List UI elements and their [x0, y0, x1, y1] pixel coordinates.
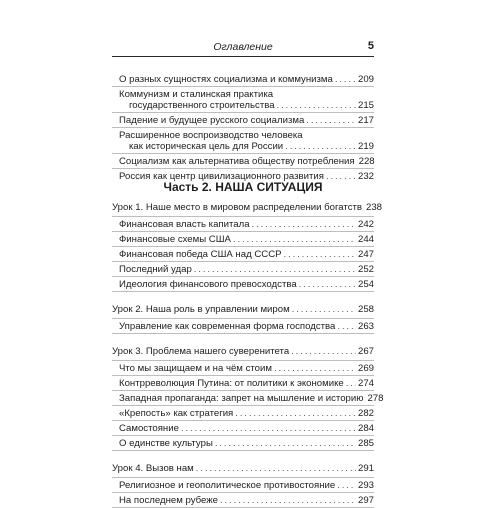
- toc-entry-page: 254: [357, 278, 374, 290]
- toc-entry-title: Падение и будущее русского социализма: [119, 114, 305, 126]
- toc-entry[interactable]: [112, 113, 374, 128]
- leader-dots: [252, 219, 356, 230]
- page-number: 5: [367, 40, 374, 52]
- leader-dots: [215, 438, 356, 449]
- toc-entry-title: «Крепость» как стратегия: [119, 407, 234, 419]
- toc-entry-title: Что мы защищаем и на чём стоим: [119, 362, 272, 374]
- toc-entry-title: Самостояние: [119, 422, 179, 434]
- toc-entry-page: 217: [357, 114, 374, 126]
- leader-dots: [181, 423, 356, 434]
- leader-dots: [337, 321, 356, 332]
- toc-entry[interactable]: [112, 232, 374, 247]
- toc-entry-page: 232: [357, 170, 374, 182]
- header-title: Оглавление: [213, 41, 273, 53]
- leader-dots: [194, 264, 356, 275]
- toc-entry[interactable]: [112, 391, 384, 406]
- toc-entry-page: 263: [357, 320, 374, 332]
- toc-entry-title: Социализм как альтернатива обществу потребления: [119, 155, 355, 167]
- toc-entry-title: Управление как современная форма господства: [119, 320, 336, 332]
- toc-entry-page: 285: [357, 437, 374, 449]
- toc-top-section: [112, 72, 374, 183]
- toc-entry-page: 252: [357, 263, 374, 275]
- toc-lesson-title: Урок 4. Вызов нам: [112, 463, 194, 474]
- leader-dots: [196, 463, 356, 474]
- toc-entry-title: Расширенное воспроизводство человека: [119, 129, 303, 141]
- toc-entry-page: 209: [357, 73, 374, 85]
- toc-entry[interactable]: [112, 277, 374, 292]
- toc-entry-title: На последнем рубеже: [119, 494, 218, 506]
- toc-lesson-2[interactable]: [112, 302, 374, 319]
- toc-entry-title: Финансовая власть капитала: [119, 218, 250, 230]
- toc-lesson-page: 258: [357, 304, 374, 315]
- toc-lesson-page: 238: [366, 202, 383, 213]
- leader-dots: [285, 141, 356, 152]
- toc-entry[interactable]: [112, 128, 374, 154]
- toc-entry-page: 278: [367, 392, 384, 404]
- part-heading: Часть 2. НАША СИТУАЦИЯ: [163, 180, 323, 194]
- toc-entry-page: 297: [357, 494, 374, 506]
- toc-lesson-page: 267: [357, 346, 374, 357]
- toc-entry[interactable]: [112, 361, 374, 376]
- toc-entry-title: Коммунизм и сталинская практика: [119, 88, 274, 100]
- toc-entry-page: 282: [357, 407, 374, 419]
- toc-entry-page: 242: [357, 218, 374, 230]
- toc-entry[interactable]: [112, 406, 374, 421]
- toc-lesson-1[interactable]: [112, 200, 383, 217]
- toc-entry-page: 269: [357, 362, 374, 374]
- leader-dots: [233, 234, 356, 245]
- toc-entry[interactable]: [112, 217, 374, 232]
- running-header: [112, 40, 374, 57]
- toc-entry-title-cont: государственного строительства: [129, 99, 275, 111]
- toc-entry[interactable]: [112, 436, 374, 451]
- leader-dots: [346, 378, 356, 389]
- toc-lesson-page: 291: [357, 463, 374, 474]
- leader-dots: [220, 495, 356, 506]
- toc-lesson-title: Урок 1. Наше место в мировом распределении богатств: [112, 202, 362, 213]
- toc-entry[interactable]: [112, 87, 374, 113]
- toc-entry[interactable]: [112, 154, 374, 169]
- toc-entry-title: О единстве культуры: [119, 437, 213, 449]
- leader-dots: [306, 115, 356, 126]
- toc-entry[interactable]: [112, 72, 374, 87]
- toc-entry-title: Идеология финансового превосходства: [119, 278, 297, 290]
- leader-dots: [235, 408, 356, 419]
- leader-dots: [274, 363, 356, 374]
- toc-entry[interactable]: [112, 421, 374, 436]
- toc-entry-title: Западная пропаганда: запрет на мышление и историю: [119, 392, 364, 404]
- toc-entry[interactable]: [112, 478, 374, 493]
- toc-entry-page: 247: [357, 248, 374, 260]
- toc-entry-page: 215: [357, 99, 374, 111]
- leader-dots: [335, 74, 356, 85]
- leader-dots: [284, 249, 356, 260]
- toc-lesson-3[interactable]: [112, 344, 374, 361]
- leader-dots: [291, 346, 356, 357]
- toc-entry-title-cont: как историческая цель для России: [129, 140, 284, 152]
- toc-entry-title: О разных сущностях социализма и коммунизма: [119, 73, 333, 85]
- toc-entry[interactable]: [112, 493, 374, 508]
- leader-dots: [299, 279, 356, 290]
- toc-lesson-4[interactable]: [112, 461, 374, 478]
- toc-entry[interactable]: [112, 319, 374, 334]
- toc-entry[interactable]: [112, 247, 374, 262]
- toc-entry-page: 284: [357, 422, 374, 434]
- toc-entry-title: Финансовая победа США над СССР: [119, 248, 282, 260]
- toc-entry-title: Финансовые схемы США: [119, 233, 231, 245]
- toc-lesson-title: Урок 2. Наша роль в управлении миром: [112, 304, 290, 315]
- toc-entry[interactable]: [112, 376, 374, 391]
- toc-entry-page: 244: [357, 233, 374, 245]
- toc-entry-page: 228: [358, 155, 375, 167]
- toc-entry-title: Контрреволюция Путина: от политики к экономике: [119, 377, 344, 389]
- leader-dots: [337, 480, 356, 491]
- toc-part2-section: [112, 200, 384, 508]
- toc-lesson-title: Урок 3. Проблема нашего суверенитета: [112, 346, 290, 357]
- toc-entry-title: Последний удар: [119, 263, 192, 275]
- leader-dots: [292, 304, 356, 315]
- leader-dots: [277, 100, 356, 111]
- toc-entry-page: 219: [357, 140, 374, 152]
- toc-entry-page: 274: [357, 377, 374, 389]
- toc-entry-title: Россия как центр цивилизационного развития: [119, 170, 324, 182]
- toc-entry-page: 293: [357, 479, 374, 491]
- toc-entry[interactable]: [112, 262, 374, 277]
- toc-entry-title: Религиозное и геополитическое противостояние: [119, 479, 336, 491]
